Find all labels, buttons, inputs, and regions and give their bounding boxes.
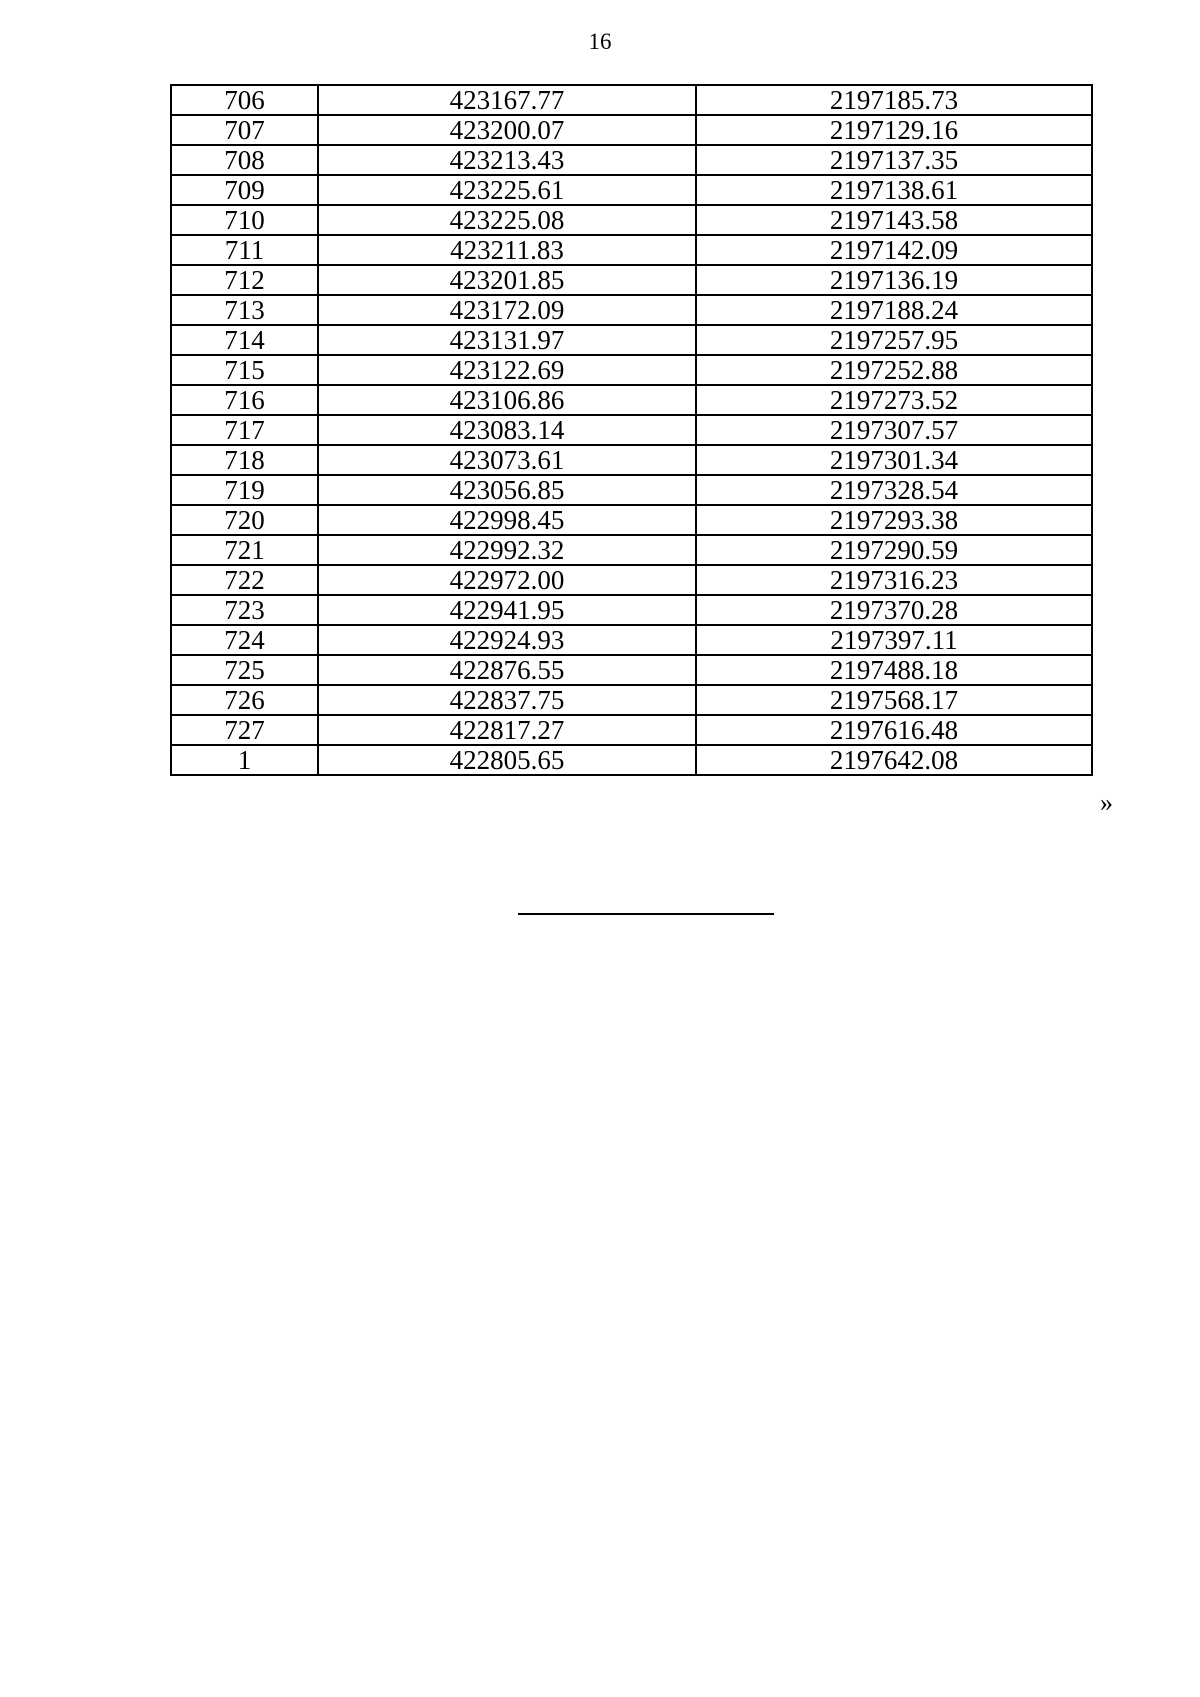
table-row: [171, 145, 1092, 175]
y-coordinate-cell: 2197185.73: [696, 85, 1092, 115]
table-row: [171, 595, 1092, 625]
page-number: 16: [588, 29, 612, 54]
y-coordinate-cell: 2197129.16: [696, 115, 1092, 145]
point-number-cell: 719: [171, 475, 318, 505]
closing-quote-mark: »: [1100, 788, 1113, 817]
table-row: [171, 385, 1092, 415]
y-coordinate-cell: 2197138.61: [696, 175, 1092, 205]
y-coordinate-cell: 2197397.11: [696, 625, 1092, 655]
y-coordinate-cell: 2197301.34: [696, 445, 1092, 475]
x-coordinate-cell: 423122.69: [318, 355, 696, 385]
y-coordinate-cell: 2197616.48: [696, 715, 1092, 745]
x-coordinate-cell: 422998.45: [318, 505, 696, 535]
x-coordinate-cell: 423211.83: [318, 235, 696, 265]
table-row: [171, 745, 1092, 775]
x-coordinate-cell: 423073.61: [318, 445, 696, 475]
table-row: [171, 475, 1092, 505]
y-coordinate-cell: 2197252.88: [696, 355, 1092, 385]
point-number-cell: 726: [171, 685, 318, 715]
point-number-cell: 712: [171, 265, 318, 295]
y-coordinate-cell: 2197370.28: [696, 595, 1092, 625]
table-row: [171, 265, 1092, 295]
table-row: [171, 625, 1092, 655]
y-coordinate-cell: 2197273.52: [696, 385, 1092, 415]
table-row: [171, 175, 1092, 205]
table-row: [171, 445, 1092, 475]
x-coordinate-cell: 423201.85: [318, 265, 696, 295]
point-number-cell: 727: [171, 715, 318, 745]
x-coordinate-cell: 423131.97: [318, 325, 696, 355]
table-row: [171, 685, 1092, 715]
y-coordinate-cell: 2197307.57: [696, 415, 1092, 445]
point-number-cell: 715: [171, 355, 318, 385]
x-coordinate-cell: 422972.00: [318, 565, 696, 595]
x-coordinate-cell: 423172.09: [318, 295, 696, 325]
point-number-cell: 722: [171, 565, 318, 595]
end-separator-line: [518, 913, 774, 915]
y-coordinate-cell: 2197188.24: [696, 295, 1092, 325]
y-coordinate-cell: 2197316.23: [696, 565, 1092, 595]
x-coordinate-cell: 423106.86: [318, 385, 696, 415]
y-coordinate-cell: 2197257.95: [696, 325, 1092, 355]
coordinates-table: [170, 84, 1093, 776]
x-coordinate-cell: 422805.65: [318, 745, 696, 775]
table-row: [171, 295, 1092, 325]
table-row: [171, 715, 1092, 745]
point-number-cell: 717: [171, 415, 318, 445]
x-coordinate-cell: 422941.95: [318, 595, 696, 625]
x-coordinate-cell: 422837.75: [318, 685, 696, 715]
point-number-cell: 720: [171, 505, 318, 535]
point-number-cell: 724: [171, 625, 318, 655]
y-coordinate-cell: 2197293.38: [696, 505, 1092, 535]
y-coordinate-cell: 2197142.09: [696, 235, 1092, 265]
table-row: [171, 115, 1092, 145]
y-coordinate-cell: 2197642.08: [696, 745, 1092, 775]
point-number-cell: 721: [171, 535, 318, 565]
y-coordinate-cell: 2197290.59: [696, 535, 1092, 565]
table-body: [171, 85, 1092, 775]
y-coordinate-cell: 2197143.58: [696, 205, 1092, 235]
y-coordinate-cell: 2197137.35: [696, 145, 1092, 175]
table-row: [171, 355, 1092, 385]
y-coordinate-cell: 2197568.17: [696, 685, 1092, 715]
x-coordinate-cell: 423200.07: [318, 115, 696, 145]
x-coordinate-cell: 423225.08: [318, 205, 696, 235]
point-number-cell: 1: [171, 745, 318, 775]
point-number-cell: 718: [171, 445, 318, 475]
table-row: [171, 505, 1092, 535]
table-row: [171, 535, 1092, 565]
y-coordinate-cell: 2197488.18: [696, 655, 1092, 685]
x-coordinate-cell: 422924.93: [318, 625, 696, 655]
table-row: [171, 85, 1092, 115]
x-coordinate-cell: 423056.85: [318, 475, 696, 505]
x-coordinate-cell: 423167.77: [318, 85, 696, 115]
point-number-cell: 723: [171, 595, 318, 625]
point-number-cell: 706: [171, 85, 318, 115]
x-coordinate-cell: 423213.43: [318, 145, 696, 175]
table-row: [171, 655, 1092, 685]
point-number-cell: 716: [171, 385, 318, 415]
x-coordinate-cell: 423083.14: [318, 415, 696, 445]
point-number-cell: 713: [171, 295, 318, 325]
y-coordinate-cell: 2197328.54: [696, 475, 1092, 505]
table-row: [171, 205, 1092, 235]
table-row: [171, 565, 1092, 595]
point-number-cell: 708: [171, 145, 318, 175]
table-row: [171, 235, 1092, 265]
x-coordinate-cell: 422817.27: [318, 715, 696, 745]
x-coordinate-cell: 423225.61: [318, 175, 696, 205]
y-coordinate-cell: 2197136.19: [696, 265, 1092, 295]
point-number-cell: 725: [171, 655, 318, 685]
point-number-cell: 707: [171, 115, 318, 145]
point-number-cell: 710: [171, 205, 318, 235]
point-number-cell: 709: [171, 175, 318, 205]
x-coordinate-cell: 422876.55: [318, 655, 696, 685]
point-number-cell: 711: [171, 235, 318, 265]
table-row: [171, 325, 1092, 355]
table-row: [171, 415, 1092, 445]
point-number-cell: 714: [171, 325, 318, 355]
x-coordinate-cell: 422992.32: [318, 535, 696, 565]
